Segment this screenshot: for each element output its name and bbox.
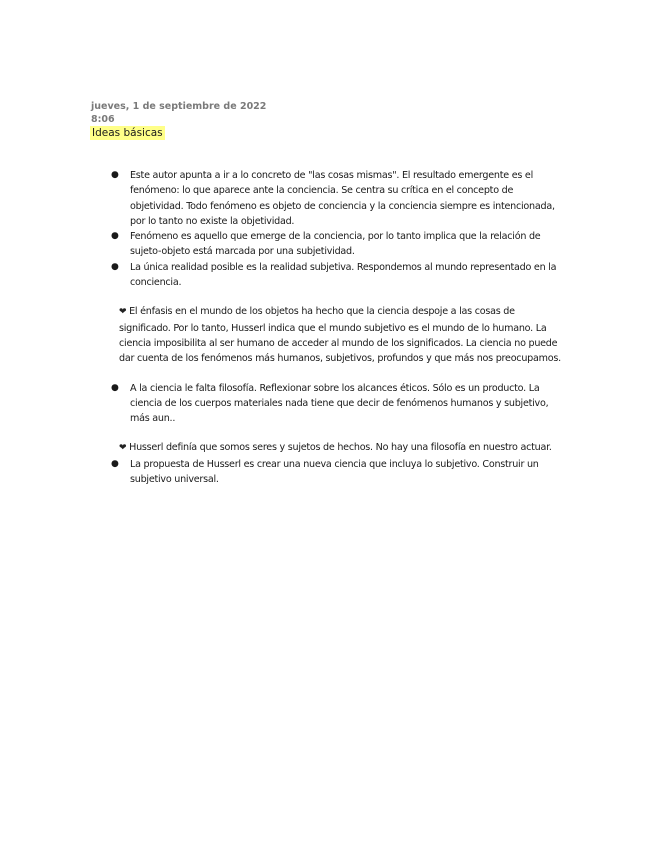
list-item-text: La propuesta de Husserl es crear una nueva ciencia que incluya lo subjetivo. Construir un subjetivo universal. [130,458,539,486]
bullet-list-2 [0,381,655,427]
bullet-dot-icon: ● [111,382,119,393]
list-item-text: La única realidad posible es la realidad subjetiva. Respondemos al mundo representado en la conciencia. [130,261,557,289]
list-item [0,260,655,291]
paragraph-ciencia-significado [0,304,655,366]
bullet-dot-icon: ● [111,231,119,242]
note-date: jueves, 1 de septiembre de 2022 [91,101,267,112]
list-item-text: Este autor apunta a ir a lo concreto de "las cosas mismas". El resultado emergente es el fenómeno: lo que aparece ante la conciencia. Se centra su crítica en el concepto de objetividad. Todo fenómeno es objeto de conciencia y la conciencia siempre es intencionada, por lo tanto no existe la objetividad. [130,170,555,227]
paragraph-text: Husserl definía que somos seres y sujetos de hechos. No hay una filosofía en nuestro actuar. [129,442,552,454]
note-title[interactable]: Ideas básicas [92,127,163,139]
note-metadata [91,100,266,126]
bullet-list-1 [0,168,655,290]
list-item [0,457,655,488]
paragraph-text: El énfasis en el mundo de los objetos ha hecho que la ciencia despoje a las cosas de significado. Por lo tanto, Husserl indica que el mundo subjetivo es el mundo de lo humano. La ciencia imposibilita al ser humano de acceder al mundo de los significados. La ciencia no puede dar cuenta de los fenómenos más humanos, subjetivos, profundos y que más nos preocupamos. [119,306,561,365]
bullet-list-3 [0,457,655,488]
list-item [0,168,655,229]
list-item-text: A la ciencia le falta filosofía. Reflexionar sobre los alcances éticos. Sólo es un producto. La ciencia de los cuerpos materiales nada tiene que decir de fenómenos humanos y subjetivo, más aun.. [130,382,549,425]
note-body[interactable] [0,168,655,487]
heart-icon: ❤ [119,443,127,454]
list-item-text: Fenómeno es aquello que emerge de la conciencia, por lo tanto implica que la relación de sujeto-objeto está marcada por una subjetividad. [130,231,541,258]
bullet-dot-icon: ● [111,170,119,180]
paragraph-husserl-hechos [0,440,655,456]
list-item [0,229,655,260]
heart-icon: ❤ [119,307,127,318]
bullet-dot-icon: ● [111,261,119,272]
note-time: 8:06 [91,114,115,125]
bullet-dot-icon: ● [111,458,119,469]
list-item [0,381,655,427]
